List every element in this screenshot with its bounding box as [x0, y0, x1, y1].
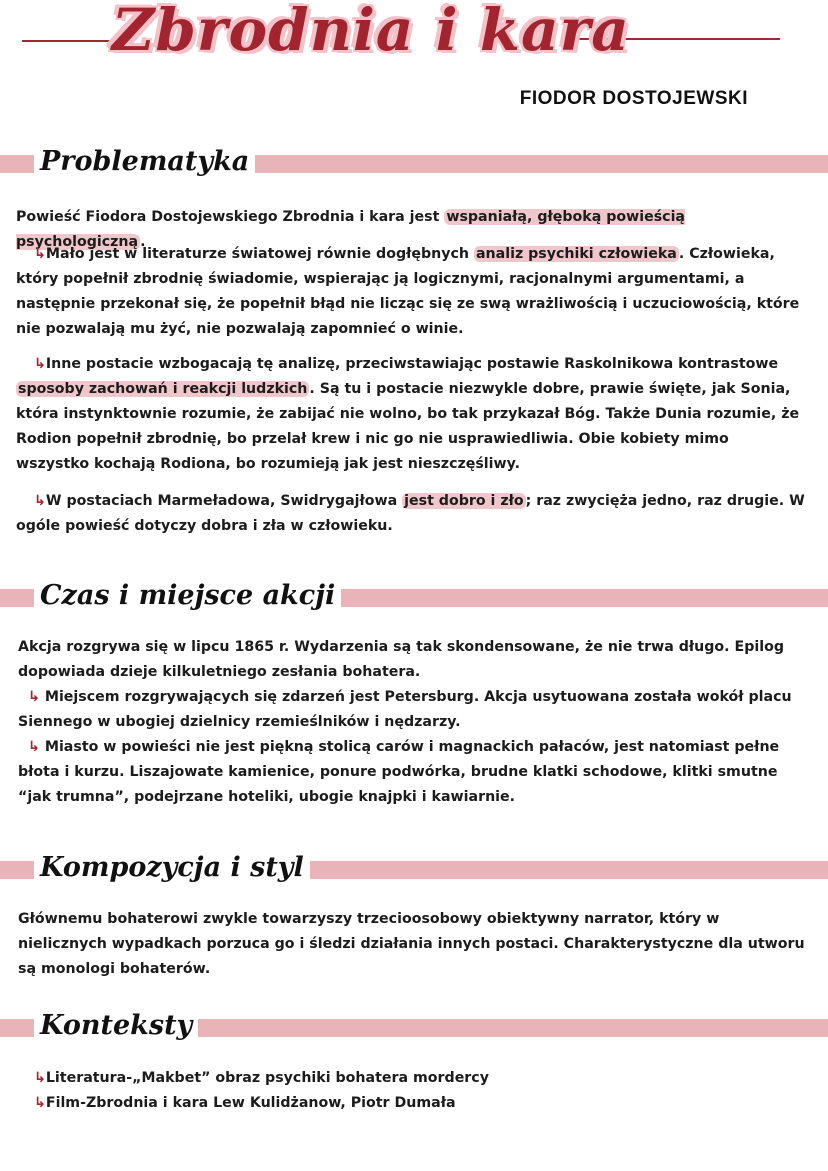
title-rule-left [22, 40, 110, 42]
text-segment: Miejscem rozgrywających się zdarzeń jest Petersburg. Akcja usytuowana została wokół placu Siennego w ubogiej dzielnicy rzemieślników i nędzarzy. [18, 689, 792, 730]
arrow-icon: ↳ [34, 1095, 46, 1111]
text-segment: Powieść Fiodora Dostojewskiego Zbrodnia i kara jest [16, 209, 445, 225]
text-segment: . Człowieka, który popełnił zbrodnię świadomie, wspierając ją logicznymi, racjonalnymi argumentami, a następnie przekonał się, że popełnił błąd nie licząc się ze swą wrażliwością i uczuciowością, które nie pozwalają mu żyć, nie pozwalają zapomnieć o winie. [16, 246, 800, 337]
highlight: wspaniałą, głęboką powieścią psychologiczną [16, 209, 686, 250]
text-segment: Głównemu bohaterowi zwykle towarzyszy trzecioosobowy obiektywny narrator, który w nielicznych wypadkach porzuca go i śledzi działania innych postaci. Charakterystyczne dla utworu są monologi bohaterów. [18, 911, 805, 977]
context-item-text: Literatura-„Makbet” obraz psychiki bohatera mordercy [45, 1070, 489, 1086]
text-segment: ; raz zwycięża jedno, raz drugie. W ogóle powieść dotyczy dobra i zła w człowieku. [16, 493, 805, 534]
paragraph-problematyka-2 [16, 242, 806, 342]
heading-kompozycja: Kompozycja i styl [34, 852, 310, 883]
highlight: jest dobro i zło [404, 493, 524, 509]
context-item [34, 1091, 456, 1116]
text-segment: Miasto w powieści nie jest piękną stolicą carów i magnackich pałaców, jest natomiast pełne błota i kurzu. Liszajowate kamienice, ponure podwórka, brudne klatki schodowe, klitki smutne “jak trumna”, podejrzane hoteliki, ubogie knajpki i kawiarnie. [18, 739, 780, 805]
heading-konteksty: Konteksty [34, 1010, 198, 1041]
context-item-text: Film-Zbrodnia i kara Lew Kulidżanow, Piotr Dumała [45, 1095, 456, 1111]
arrow-icon: ↳ [34, 1070, 46, 1086]
paragraph-czas-2 [18, 685, 808, 735]
context-item [34, 1066, 489, 1091]
text-segment: Mało jest w literaturze światowej równie dogłębnych [45, 246, 474, 262]
text-segment: W postaciach Marmeładowa, Swidrygajłowa [45, 493, 403, 509]
arrow-icon: ↳ [34, 493, 46, 509]
text-segment: . Są tu i postacie niezwykle dobre, prawie święte, jak Sonia, która instynktownie rozumie, że zabijać nie wolno, bo tak przykazał Bóg. Także Dunia rozumie, że Rodion popełnił zbrodnię, bo przelał krew i nic go nie usprawiedliwia. Obie kobiety mimo wszystko kochają Rodiona, bo rozumieją jak jest nieszczęśliwy. [16, 381, 800, 472]
arrow-icon: ↳ [34, 246, 46, 262]
heading-czas-i-miejsce: Czas i miejsce akcji [34, 580, 341, 611]
paragraph-kompozycja-1 [18, 907, 808, 982]
text-segment: Akcja rozgrywa się w lipcu 1865 r. Wydarzenia są tak skondensowane, że nie trwa długo. Epilog dopowiada dzieje kilkuletniego zesłania bohatera. [18, 639, 784, 680]
paragraph-czas-1 [18, 635, 808, 685]
paragraph-problematyka-3 [16, 352, 806, 477]
heading-problematyka: Problematyka [34, 146, 255, 177]
paragraph-problematyka-4 [16, 489, 806, 539]
arrow-icon: ↳ [34, 356, 46, 372]
text-segment: . [140, 234, 146, 250]
page-title: Zbrodnia i kara [112, 0, 630, 64]
arrow-icon: ↳ [28, 739, 40, 755]
paragraph-czas-3 [18, 735, 808, 810]
highlight: sposoby zachowań i reakcji ludzkich [18, 381, 308, 397]
text-segment: Inne postacie wzbogacają tę analizę, przeciwstawiając postawie Raskolnikowa kontrastowe [45, 356, 779, 372]
author-name: FIODOR DOSTOJEWSKI [519, 88, 748, 109]
arrow-icon: ↳ [28, 689, 40, 705]
highlight: analiz psychiki człowieka [475, 246, 677, 262]
